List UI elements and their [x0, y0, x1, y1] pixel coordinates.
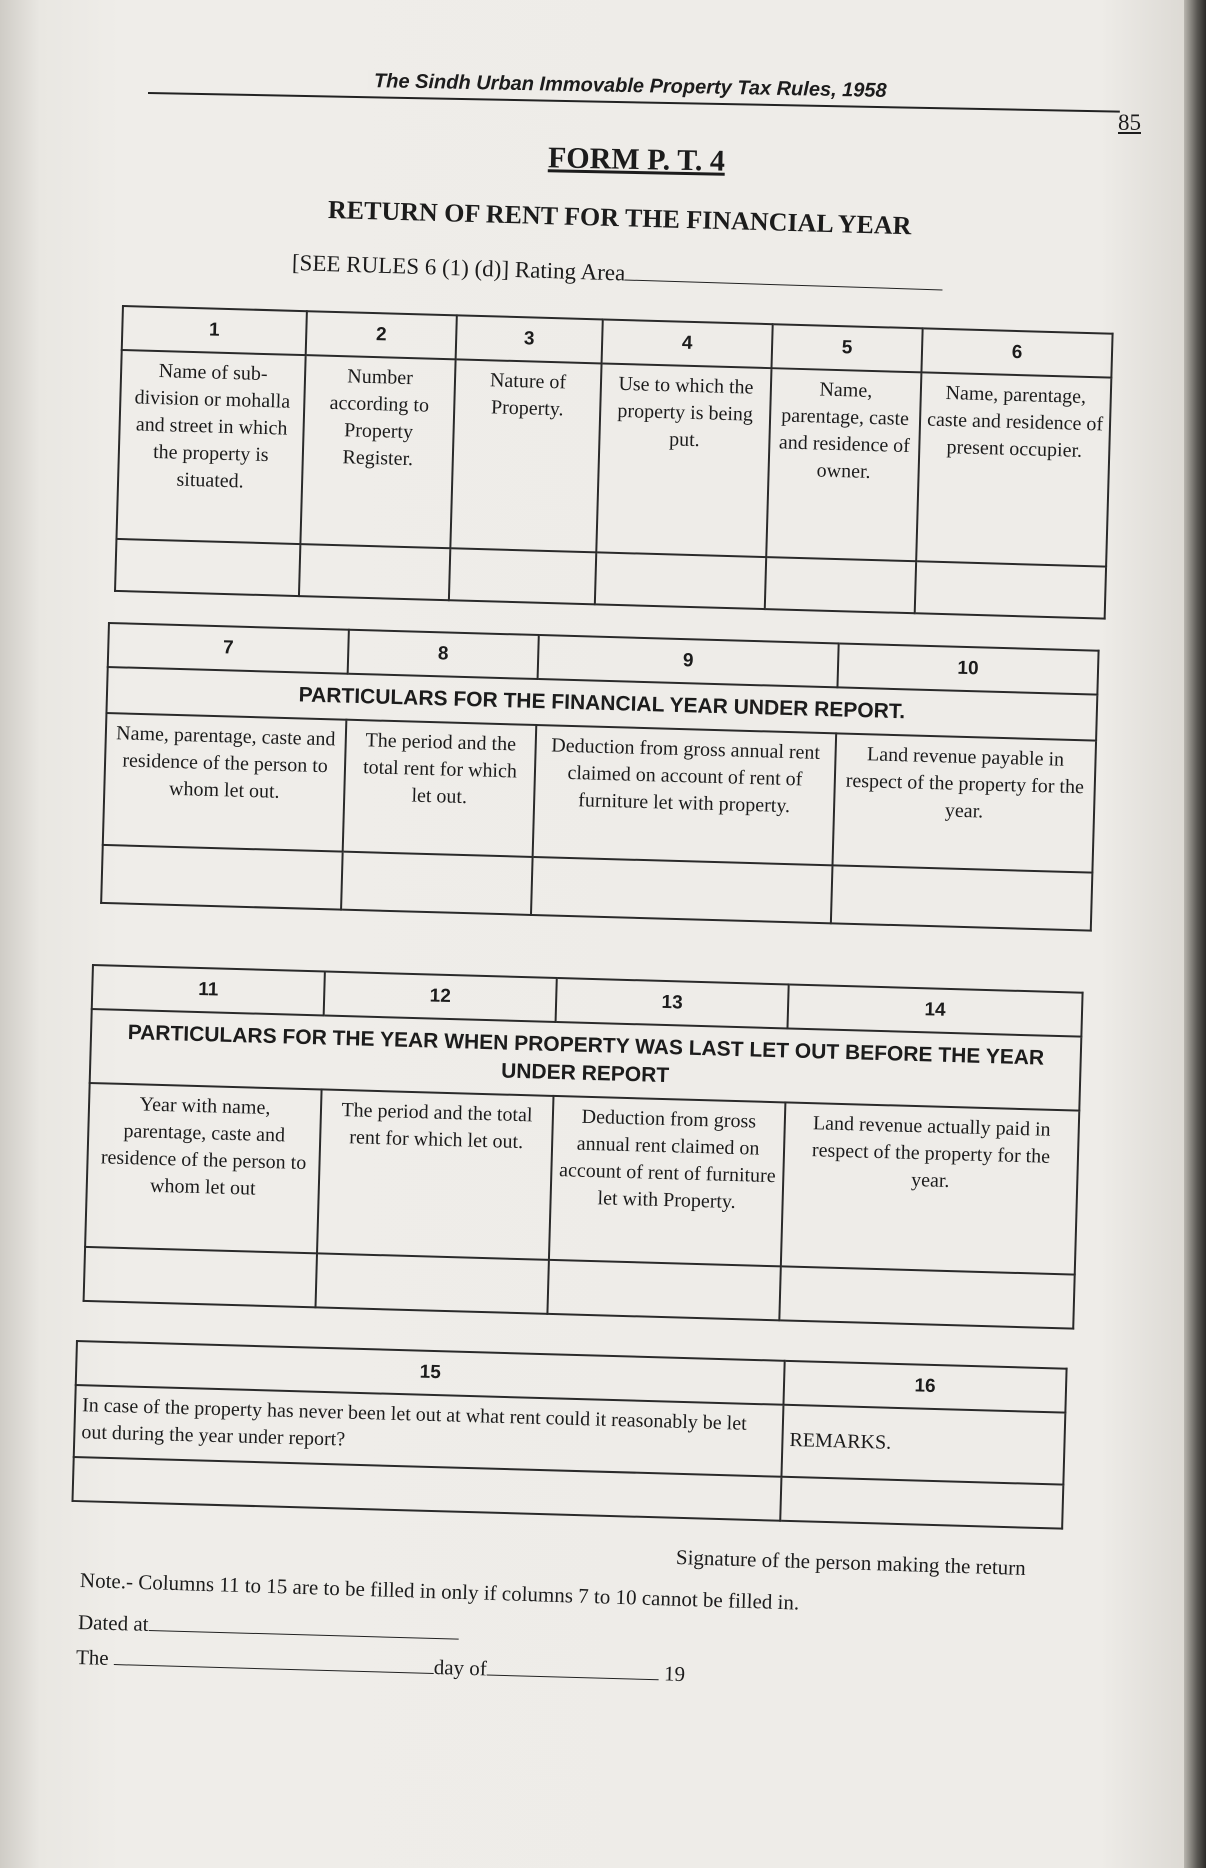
column-header: The period and the total rent for which let out. [317, 1090, 553, 1260]
entry-cell[interactable] [449, 548, 596, 604]
column-number: 13 [556, 978, 789, 1028]
column-header: Use to which the property is being put. [596, 363, 771, 557]
column-number: 8 [348, 630, 539, 679]
column-header-row [85, 1083, 1079, 1275]
footnote: Note.- Columns 11 to 15 are to be filled in only if columns 7 to 10 cannot be filled in. [79, 1568, 800, 1615]
entry-cell[interactable] [780, 1476, 1063, 1528]
column-number: 11 [92, 965, 325, 1015]
column-number: 9 [538, 635, 839, 687]
entry-cell[interactable] [779, 1267, 1074, 1329]
column-number: 1 [122, 306, 307, 355]
the-label: The [75, 1645, 109, 1670]
entry-cell[interactable] [315, 1254, 548, 1314]
year-prefix: 19 [663, 1661, 686, 1687]
dated-at-line [78, 1610, 459, 1646]
entry-cell[interactable] [115, 539, 300, 596]
entry-cell[interactable] [831, 865, 1093, 930]
column-number: 5 [771, 324, 922, 372]
entry-cell[interactable] [531, 857, 833, 923]
column-number: 2 [306, 311, 457, 359]
signature-label: Signature of the person making the return [675, 1545, 1027, 1580]
section-banner: PARTICULARS FOR THE FINANCIAL YEAR UNDER REPORT. [106, 667, 1097, 741]
column-number: 10 [837, 643, 1098, 694]
month-blank[interactable] [487, 1658, 659, 1680]
book-spine-edge [1184, 0, 1206, 1868]
page-number: 85 [1118, 110, 1141, 135]
column-header: Name, parentage, caste and residence of owner. [766, 368, 921, 561]
entry-cell[interactable] [915, 561, 1106, 618]
column-header: Name of sub-division or mohalla and street in which the property is situated. [116, 350, 305, 544]
column-header: Name, parentage, caste and residence of present occupier. [916, 372, 1111, 566]
column-header-row [116, 350, 1111, 567]
day-blank[interactable] [114, 1648, 434, 1674]
dated-at-label: Dated at [77, 1610, 149, 1636]
see-rules-label: [SEE RULES 6 (1) (d)] Rating Area [291, 250, 626, 286]
column-header: Deduction from gross annual rent claimed on account of rent of furniture let with Property. [549, 1096, 785, 1266]
form-title: FORM P. T. 4 [547, 141, 726, 178]
column-header: Number according to Property Register. [300, 355, 455, 548]
day-of-label: day of [433, 1654, 488, 1681]
entry-cell[interactable] [547, 1260, 780, 1320]
table-columns-1-6 [114, 305, 1114, 619]
entry-cell[interactable] [101, 845, 343, 910]
column-header: Name, parentage, caste and residence of the person to whom let out. [103, 713, 347, 852]
column-header: The period and the total rent for which let out. [343, 720, 537, 857]
column-number: 12 [324, 972, 557, 1022]
rating-area-blank[interactable] [625, 261, 943, 290]
column-number: 4 [602, 319, 773, 367]
entry-cell[interactable] [299, 544, 450, 600]
table-columns-7-10 [100, 622, 1099, 932]
column-number: 14 [787, 984, 1082, 1036]
column-header: Deduction from gross annual rent claimed on account of rent of furniture let with property. [533, 725, 837, 865]
entry-cell[interactable] [341, 852, 533, 915]
dated-at-blank[interactable] [148, 1614, 458, 1640]
entry-cell[interactable] [765, 557, 916, 613]
column-number: 7 [108, 623, 349, 673]
column-number: 16 [783, 1361, 1066, 1412]
column-header: Land revenue actually paid in respect of the property for the year. [781, 1103, 1079, 1275]
table-columns-15-16 [71, 1340, 1067, 1529]
entry-cell[interactable] [595, 552, 766, 609]
column-header: In case of the property has never been let out at what rent could it reasonably be let out during the year under report? [74, 1385, 784, 1477]
running-title: The Sindh Urban Immovable Property Tax Rules, 1958 [368, 70, 980, 105]
date-line [76, 1645, 686, 1687]
rating-area-line [292, 250, 944, 296]
form-subtitle: RETURN OF RENT FOR THE FINANCIAL YEAR [327, 195, 912, 241]
column-header: Land revenue payable in respect of the property for the year. [832, 733, 1096, 872]
column-header: Year with name, parentage, caste and residence of the person to whom let out [85, 1083, 321, 1253]
column-number: 15 [76, 1341, 785, 1404]
column-number: 3 [456, 315, 603, 363]
entry-cell[interactable] [84, 1247, 317, 1307]
column-number: 6 [921, 328, 1112, 377]
column-header: Nature of Property. [450, 359, 601, 552]
column-header: REMARKS. [781, 1404, 1065, 1484]
section-banner: PARTICULARS FOR THE YEAR WHEN PROPERTY WAS LAST LET OUT BEFORE THE YEAR UNDER REPORT [90, 1009, 1082, 1111]
table-columns-11-14 [83, 964, 1084, 1330]
